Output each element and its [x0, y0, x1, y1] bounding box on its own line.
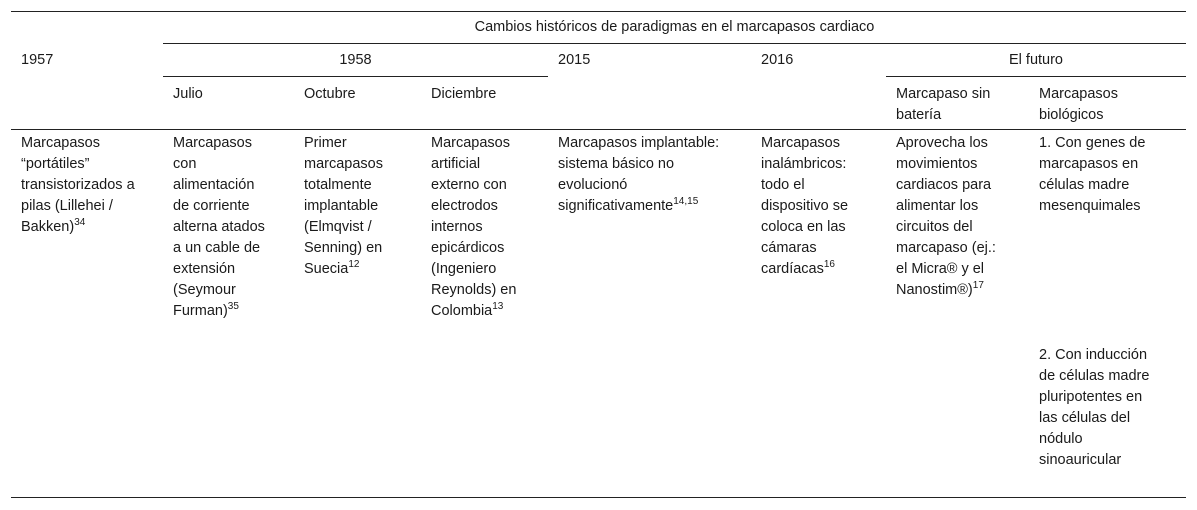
year-2016-header: 2016: [761, 52, 794, 68]
year-1958-header: 1958: [339, 52, 372, 68]
cell-2015: [558, 133, 730, 217]
future-header: El futuro: [1009, 52, 1063, 68]
caption-underline: [163, 43, 1186, 44]
reference-sup: 17: [972, 280, 984, 292]
future-underline: [886, 76, 1186, 77]
biologicos-header: Marcapasos biológicos: [1039, 86, 1118, 123]
cell-biologicos-2: 2. Con inducción de células madre pluripotentes en las células del nódulo sinoauricular: [1039, 347, 1150, 468]
cell-2016: [761, 133, 864, 280]
month-julio-header: Julio: [173, 86, 203, 102]
month-octubre-header: Octubre: [304, 86, 356, 102]
top-border: [11, 11, 1186, 12]
cell-2015-text: Marcapasos implantable: sistema básico no evolucionó significativamente: [558, 135, 720, 214]
cell-1957: [21, 133, 143, 238]
table-caption: Cambios históricos de paradigmas en el marcapasos cardiaco: [474, 19, 875, 35]
reference-sup: 16: [823, 259, 835, 271]
cell-sin-bateria: [896, 133, 1008, 301]
reference-sup: 35: [227, 301, 239, 313]
cell-biologicos-1: 1. Con genes de marcapasos en células madre mesenquimales: [1039, 135, 1146, 214]
reference-sup: 14,15: [673, 196, 699, 208]
month-diciembre-header: Diciembre: [431, 86, 497, 102]
reference-sup: 34: [74, 217, 86, 229]
cell-diciembre-text: Marcapasos artificial externo con electrodos internos epicárdicos (Ingeniero Reynolds) en Colombia: [431, 135, 517, 319]
cell-1957-text: Marcapasos “portátiles” transistorizados a pilas (Lillehei / Bakken): [21, 135, 135, 235]
header-bottom-border: [11, 129, 1186, 130]
cell-julio: [173, 133, 273, 322]
reference-sup: 13: [492, 301, 504, 313]
year-1957-header: 1957: [21, 52, 54, 68]
year-2015-header: 2015: [558, 52, 591, 68]
sin-bateria-header: Marcapaso sin batería: [896, 86, 991, 123]
table-bottom-border: [11, 497, 1186, 498]
cell-diciembre: [431, 133, 523, 322]
reference-sup: 12: [348, 259, 360, 271]
cell-octubre: [304, 133, 404, 280]
cell-julio-text: Marcapasos con alimentación de corriente alterna atados a un cable de extensión (Seymour Furman): [173, 135, 265, 319]
cell-2016-text: Marcapasos inalámbricos: todo el dispositivo se coloca en las cámaras cardíacas: [761, 135, 849, 277]
cell-sin-bateria-text: Aprovecha los movimientos cardiacos para alimentar los circuitos del marcapaso (ej.: el Micra® y el Nanostim®): [896, 135, 996, 298]
year-1958-underline: [163, 76, 548, 77]
cell-octubre-text: Primer marcapasos totalmente implantable (Elmqvist / Senning) en Suecia: [304, 135, 383, 277]
